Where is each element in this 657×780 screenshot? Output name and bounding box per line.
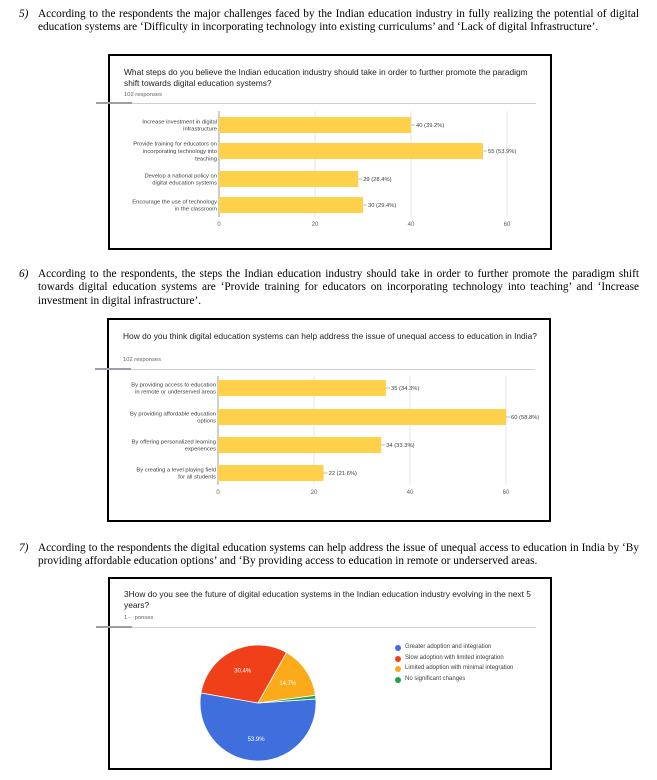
data-label: 30 (29.4%) [368, 203, 397, 209]
legend-label: Greater adoption and integration [405, 644, 492, 650]
category-label: By providing affordable education [130, 411, 216, 418]
question-title: What steps do you believe the Indian education industry should take in order to further promote the paradigm shift towards digital education systems? [124, 67, 528, 88]
legend-label: Limited adoption with minimal integration [405, 665, 514, 672]
legend-label: No significant changes [405, 675, 466, 682]
x-tick-label: 60 [502, 490, 510, 496]
category-label: Increase investment in digital [142, 119, 217, 126]
category-label: incorporating technology into [142, 149, 217, 155]
category-label: Encourage the use of technology [132, 199, 217, 206]
category-label: experiences [184, 446, 216, 453]
legend-swatch [395, 656, 401, 662]
response-count: 1·· ·ponses [124, 615, 154, 621]
pie-legend [395, 644, 530, 686]
question-title: 3How do you see the future of digital education systems in the Indian education industry evolving in the next 5 years? [124, 589, 531, 610]
data-label: 55 (53.9%) [488, 149, 517, 155]
x-tick-label: 20 [311, 222, 319, 228]
paragraph-number: 5) [19, 8, 29, 20]
data-label: 60 (58.8%) [511, 415, 540, 421]
legend-item [395, 676, 530, 684]
legend-swatch [395, 666, 401, 672]
bar [219, 117, 411, 133]
category-label: in the classroom [174, 206, 217, 213]
paragraph-number: 7) [19, 542, 29, 554]
x-tick-label: 0 [217, 222, 221, 228]
survey-chart-frame-1 [108, 54, 552, 250]
category-label: teaching [195, 156, 217, 163]
finding-paragraph-7 [19, 542, 639, 569]
x-tick-label: 20 [310, 490, 318, 496]
x-tick-label: 0 [216, 490, 220, 496]
legend-swatch [395, 645, 401, 651]
header-divider [95, 369, 535, 370]
pie-chart-future [198, 643, 318, 763]
data-label: 29 (28.4%) [363, 177, 392, 183]
header-divider [96, 627, 536, 628]
x-tick-label: 40 [407, 222, 415, 228]
survey-chart-frame-2 [107, 318, 551, 522]
category-label: By creating a level playing field [136, 467, 216, 474]
legend-item [395, 665, 530, 673]
category-label: By offering personalized learning [131, 439, 216, 446]
bar-chart-access [109, 372, 549, 522]
bar-chart-steps [110, 105, 550, 250]
paragraph-text: According to the respondents the digital education systems can help address the issue of unequal access to education in India by ‘By providing affordable education options’ and ‘By providing access to education in remote or underserved areas. [38, 542, 639, 568]
category-label: Develop a national policy on [144, 173, 217, 180]
category-label: for all students [178, 474, 216, 481]
bar [218, 437, 381, 453]
survey-chart-frame-3 [108, 577, 552, 770]
legend-swatch [395, 677, 401, 683]
legend-label: Slow adoption with limited integration [405, 654, 504, 661]
category-label: infrastructure [183, 126, 217, 133]
paragraph-text: According to the respondents, the steps the Indian education industry should take in order to further promote the paradigm shift towards digital education systems are ‘Provide training for educators on incorporating technology into teaching’ and ‘Increase investment in digital infrastructure’. [38, 268, 639, 307]
legend-item [395, 655, 530, 663]
bar [219, 143, 483, 159]
slice-label: 30.4% [234, 668, 252, 675]
header-divider [96, 103, 536, 104]
category-label: options [197, 418, 216, 425]
slice-label: 53.9% [247, 736, 265, 743]
legend-item [395, 644, 530, 652]
slice-label: 14.7% [279, 680, 297, 687]
data-label: 22 (21.6%) [328, 471, 357, 477]
data-label: 34 (33.3%) [386, 443, 415, 449]
bar [219, 171, 358, 187]
finding-paragraph-5 [19, 8, 639, 35]
data-label: 35 (34.3%) [391, 386, 420, 392]
paragraph-number: 6) [19, 268, 29, 280]
bar [218, 380, 386, 396]
category-label: in remote or underserved areas [135, 389, 216, 396]
finding-paragraph-6 [19, 268, 639, 308]
category-label: digital education systems [152, 180, 217, 187]
paragraph-text: According to the respondents the major challenges faced by the Indian education industry in fully realizing the potential of digital education systems are ‘Difficulty in incorporating technology into existing curriculums’ and ‘Lack of digital Infrastructure’. [38, 8, 639, 34]
bar [218, 465, 324, 481]
question-title: How do you think digital education systems can help address the issue of unequal access to education in India? [123, 331, 537, 341]
bar [219, 197, 363, 213]
response-count: 102 responses [123, 357, 162, 363]
x-tick-label: 40 [406, 490, 414, 496]
response-count: 102 responses [124, 92, 163, 98]
bar [218, 409, 506, 425]
data-label: 40 (39.2%) [416, 123, 445, 129]
category-label: Provide training for educators on [133, 141, 217, 148]
category-label: By providing access to education [131, 382, 216, 389]
x-tick-label: 60 [503, 222, 511, 228]
